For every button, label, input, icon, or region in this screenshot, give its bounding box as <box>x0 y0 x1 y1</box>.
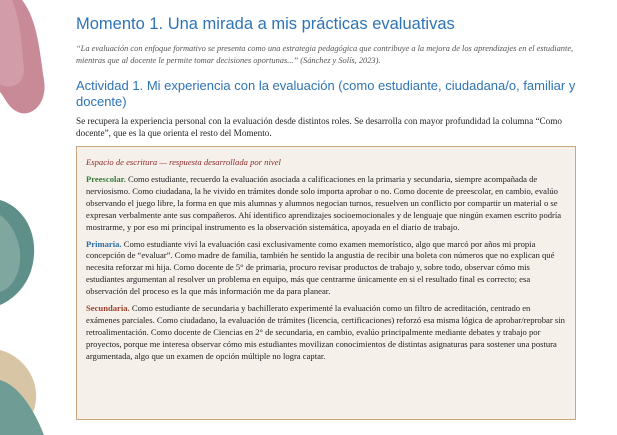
section-text-preescolar: Como estudiante, recuerdo la evaluación asociada a calificaciones en la primaria y secundaria, siempre acompañada de nerviosismo. Como ciudadana, la he vivido en trámites donde solo importa aprobar o no. Como docente de preescolar, en cambio, evalúo observando el juego libre, la forma en que mis alumnas y alumnos negocian turnos, resuelven un conflicto por compartir un material o se expresan verbalmente ante sus compañeros. Ahí identifico aprendizajes socioemocionales y de lenguaje que ningún examen escrito podría mostrarme, y por eso mi principal instrumento es la observación sistemática, apoyada en el diario de trabajo. <box>86 174 562 232</box>
page-title: Momento 1. Una mirada a mis prácticas evaluativas <box>76 15 455 33</box>
section-text-secundaria: Como estudiante de secundaria y bachillerato experimenté la evaluación como un filtro de acreditación, centrado en exámenes parciales. Como ciudadano, la evaluación de trámites (licencia, certificaciones) reforzó esa misma lógica de aprobar/reprobar sin retroalimentación. Como docente de Ciencias en 2° de secundaria, en cambio, evalúo principalmente mediante debates y trabajo por proyectos, porque me interesa observar cómo mis estudiantes movilizan conocimientos de distintas asignaturas para sostener una postura argumentada, algo que un examen de opción múltiple no logra captar. <box>86 303 565 361</box>
epigraph-quote: “La evaluación con enfoque formativo se presenta como una estrategia pedagógica que contribuye a la mejora de los aprendizajes en el estudiante, mientras que al docente le permite tomar decisiones oportunas...” (Sánchez y Solís, 2023). <box>76 44 574 65</box>
section-label-secundaria: Secundaria. <box>86 303 130 314</box>
section-text-primaria: Como estudiante viví la evaluación casi exclusivamente como examen memorístico, algo que marcó por años mi propia concepción de “evaluar”. Como madre de familia, también he sentido la angustia de recibir una boleta con números que no explican qué necesita reforzar mi hija. Como docente de 5° de primaria, procuro revisar productos de trabajo y, sobre todo, observar cómo mis estudiantes argumentan al resolver un problema en equipo, más que centrarme únicamente en si el resultado final es correcto; esa observación del proceso es la que más información me da para planear. <box>86 238 555 297</box>
section-label-primaria: Primaria. <box>86 238 122 249</box>
activity-intro: Se recupera la experiencia personal con la evaluación desde distintos roles. Se desarrolla con mayor profundidad la columna “Como docente”, que es la que orienta el resto del Momento. <box>76 116 562 138</box>
section-preescolar <box>86 174 566 234</box>
activity-title: Actividad 1. Mi experiencia con la evaluación (como estudiante, ciudadana/o, familiar y docente) <box>76 78 576 109</box>
section-label-preescolar: Preescolar. <box>86 174 126 184</box>
writing-space-heading: Espacio de escritura — respuesta desarrollada por nivel <box>86 157 281 167</box>
section-primaria <box>86 239 566 299</box>
section-secundaria <box>86 303 566 363</box>
writing-space-box <box>76 146 576 420</box>
decorative-shapes <box>0 0 70 435</box>
